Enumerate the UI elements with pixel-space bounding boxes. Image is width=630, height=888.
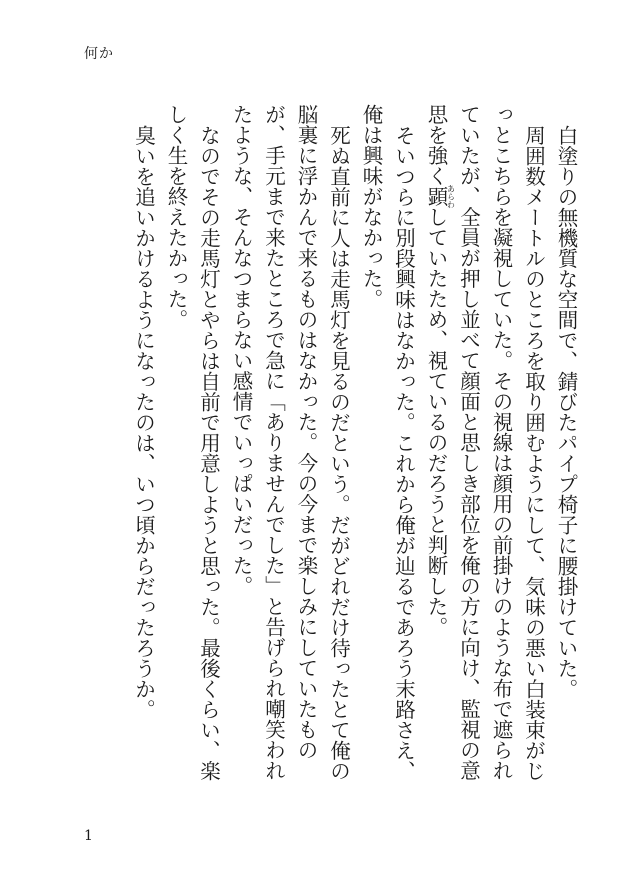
body-text [127,104,582,794]
ruby-base: 顕 [424,184,448,209]
paragraph: 死ぬ直前に人は走馬灯を見るのだという。だがどれだけ待ったとて俺の脳裏に浮かんで来るものはなかった。今の今まで楽しみにしていたものが、手元まで来たところで急に「ありませんでした」と告げられ嘲笑われたような、そんなつまらない感情でいっぱいだった。 [229,104,351,781]
paragraph [420,104,550,794]
ruby-annotation: あらわ [446,184,456,209]
paragraph: そいつらに別段興味はなかった。これから俺が辿るであろう末路さえ、俺は興味がなかった。 [359,104,416,781]
paragraph: なのでその走馬灯とやらは自前で用意しようと思った。最後くらい、楽しく生を終えたかった。 [164,104,221,781]
paragraph: 白塗りの無機質な空間で、錆びたパイプ椅子に腰掛けていた。 [554,124,578,699]
paragraph-text: していたため、視ているのだろうと判断した。 [424,206,448,637]
page-number: 1 [84,828,93,844]
paragraph-text: 周囲数メートルのところを取り囲むようにして、気味の悪い白装束がじっとこちらを凝視していた。その視線は顔用の前掛けのような布で遮られていたが、全員が押し並べて顔面と思しき部位を俺の方に向け、監視の意思を強く [424,104,546,781]
ruby-word [424,184,456,209]
paragraph: 臭いを追いかけるようになったのは、いつ頃からだったろうか。 [131,124,156,719]
header-title: 何か [84,46,114,62]
